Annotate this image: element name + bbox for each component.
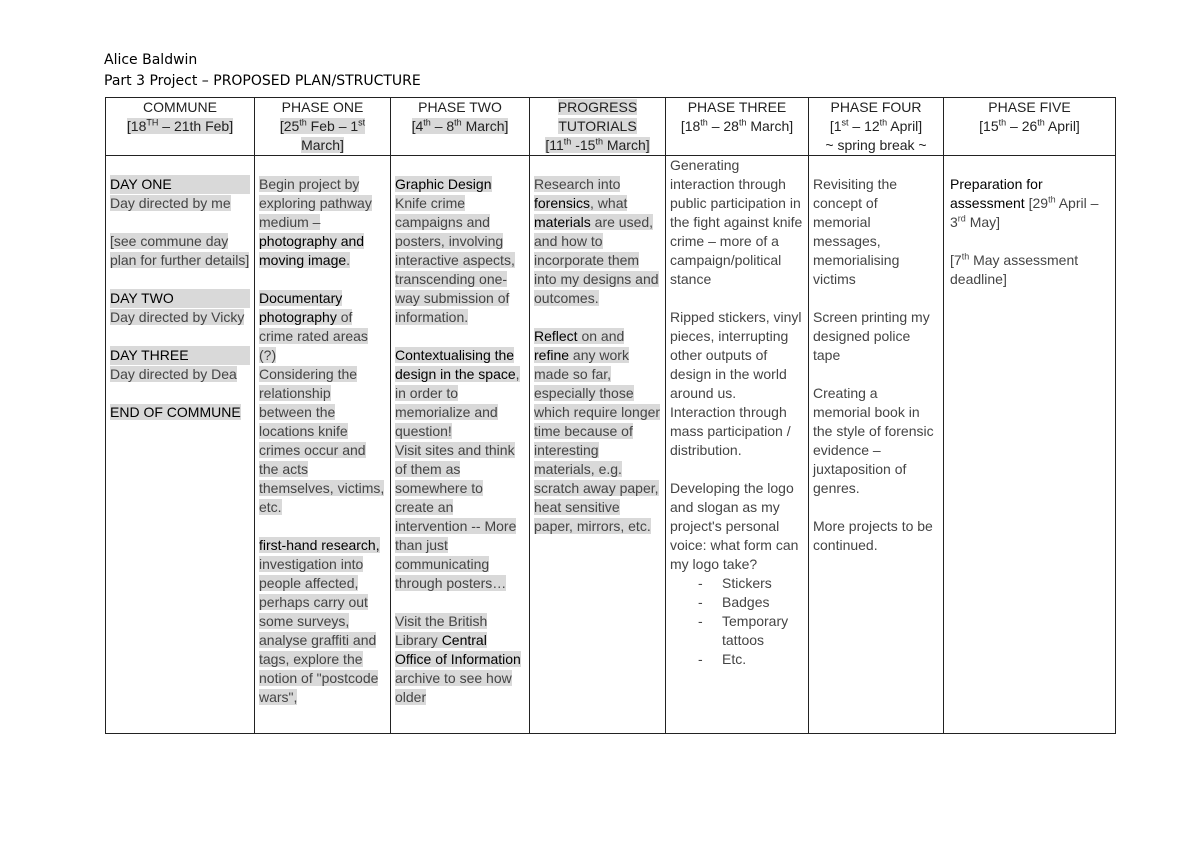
header-tutorials-dates: [11th -15th March] — [545, 136, 650, 153]
cell-phase-three — [666, 156, 809, 734]
tutorials-para-2: Reflect on and refine any work made so far, especially those which require longer time because of interesting materials, e.g. scratch away paper, heat sensitive paper, mirrors, etc. — [534, 328, 661, 534]
phase-five-para-2: [7th May assessment deadline] — [950, 251, 1079, 287]
header-phase-four-dates: [1st – 12th April] — [829, 117, 923, 134]
commune-day-one-note: [see commune day plan for further details] — [110, 233, 250, 268]
header-phase-four — [809, 98, 944, 156]
header-phase-five-name: PHASE FIVE — [988, 99, 1071, 115]
phase-three-para-1: Generating interaction through public participation in the fight against knife crime – more of a campaign/political stance — [670, 157, 803, 287]
phase-two-para-2: Contextualising the design in the space, in order to memorialize and question! — [395, 347, 520, 439]
header-row — [106, 98, 1116, 156]
phase-four-para-3: Creating a memorial book in the style of forensic evidence – juxtaposition of genres. — [813, 385, 934, 496]
header-commune-name: COMMUNE — [143, 99, 217, 115]
logo-forms-list — [670, 574, 804, 669]
commune-day-two-text: Day directed by Vicky — [110, 309, 245, 325]
phase-four-para-4: More projects to be continued. — [813, 518, 933, 553]
phase-four-para-2: Screen printing my designed police tape — [813, 309, 930, 363]
tutorials-para-1: Research into forensics, what materials are used, and how to incorporate them into my designs and outcomes. — [534, 176, 659, 306]
commune-day-two-title: DAY TWO — [110, 289, 250, 308]
commune-day-one-title: DAY ONE — [110, 175, 250, 194]
cell-commune — [106, 156, 255, 734]
header-phase-one-name: PHASE ONE — [281, 99, 364, 115]
commune-end: END OF COMMUNE — [110, 404, 241, 420]
phase-three-para-2: Ripped stickers, vinyl pieces, interrupting other outputs of design in the world around us. Interaction through mass participation / distribution. — [670, 309, 802, 458]
commune-day-three-title: DAY THREE — [110, 346, 250, 365]
commune-day-one-text: Day directed by me — [110, 195, 231, 211]
header-tutorials — [530, 98, 666, 156]
phase-two-para-1: Graphic Design Knife crime campaigns and posters, involving interactive aspects, transcending one-way submission of information. — [395, 176, 515, 325]
cell-tutorials — [530, 156, 666, 734]
phase-four-para-1: Revisiting the concept of memorial messages, memorialising victims — [813, 176, 900, 287]
header-phase-one — [255, 98, 391, 156]
cell-phase-two — [391, 156, 530, 734]
phase-one-para-4: first-hand research, investigation into people affected, perhaps carry out some surveys, analyse graffiti and tags, explore the notion of "postcode wars", — [259, 537, 380, 705]
phase-two-para-3: Visit sites and think of them as somewhere to create an intervention -- More than just communicating through posters… — [395, 442, 517, 591]
phase-one-para-1: Begin project by exploring pathway medium – photography and moving image. — [259, 176, 372, 268]
header-phase-two-name: PHASE TWO — [418, 99, 502, 115]
phase-five-para-1: Preparation for assessment [29th April – 3rd May] — [950, 176, 1099, 230]
header-phase-five — [944, 98, 1116, 156]
plan-table — [105, 97, 1116, 734]
list-item: - Etc. — [698, 650, 804, 669]
document-subtitle: Part 3 Project – PROPOSED PLAN/STRUCTURE — [104, 73, 421, 89]
header-phase-two — [391, 98, 530, 156]
header-phase-three — [666, 98, 809, 156]
header-commune-dates: [18TH – 21th Feb] — [126, 117, 234, 134]
phase-one-para-2: Documentary photography of crime rated areas (?) — [259, 290, 368, 363]
header-phase-two-dates: [4th – 8th March] — [411, 117, 509, 134]
content-row — [106, 156, 1116, 734]
header-tutorials-name: PROGRESS TUTORIALS — [557, 99, 638, 134]
phase-two-para-4: Visit the British Library Central Office of Information archive to see how older — [395, 613, 521, 705]
document-author: Alice Baldwin — [104, 52, 198, 68]
cell-phase-five — [944, 156, 1116, 734]
header-phase-three-name: PHASE THREE — [687, 99, 787, 115]
header-commune — [106, 98, 255, 156]
commune-day-three-text: Day directed by Dea — [110, 366, 237, 382]
list-item: - Badges — [698, 593, 804, 612]
list-item: - Stickers — [698, 574, 804, 593]
phase-one-para-3: Considering the relationship between the locations knife crimes occur and the acts themselves, victims, etc. — [259, 366, 385, 515]
phase-three-para-3: Developing the logo and slogan as my project's personal voice: what form can my logo take? — [670, 480, 799, 572]
cell-phase-four — [809, 156, 944, 734]
cell-phase-one — [255, 156, 391, 734]
header-phase-five-dates: [15th – 26th April] — [979, 117, 1080, 134]
header-phase-four-note: ~ spring break ~ — [825, 137, 927, 153]
header-phase-one-dates: [25th Feb – 1st March] — [279, 117, 366, 153]
header-phase-four-name: PHASE FOUR — [830, 99, 922, 115]
header-phase-three-dates: [18th – 28th March] — [680, 117, 794, 134]
list-item: - Temporary tattoos — [698, 612, 804, 650]
